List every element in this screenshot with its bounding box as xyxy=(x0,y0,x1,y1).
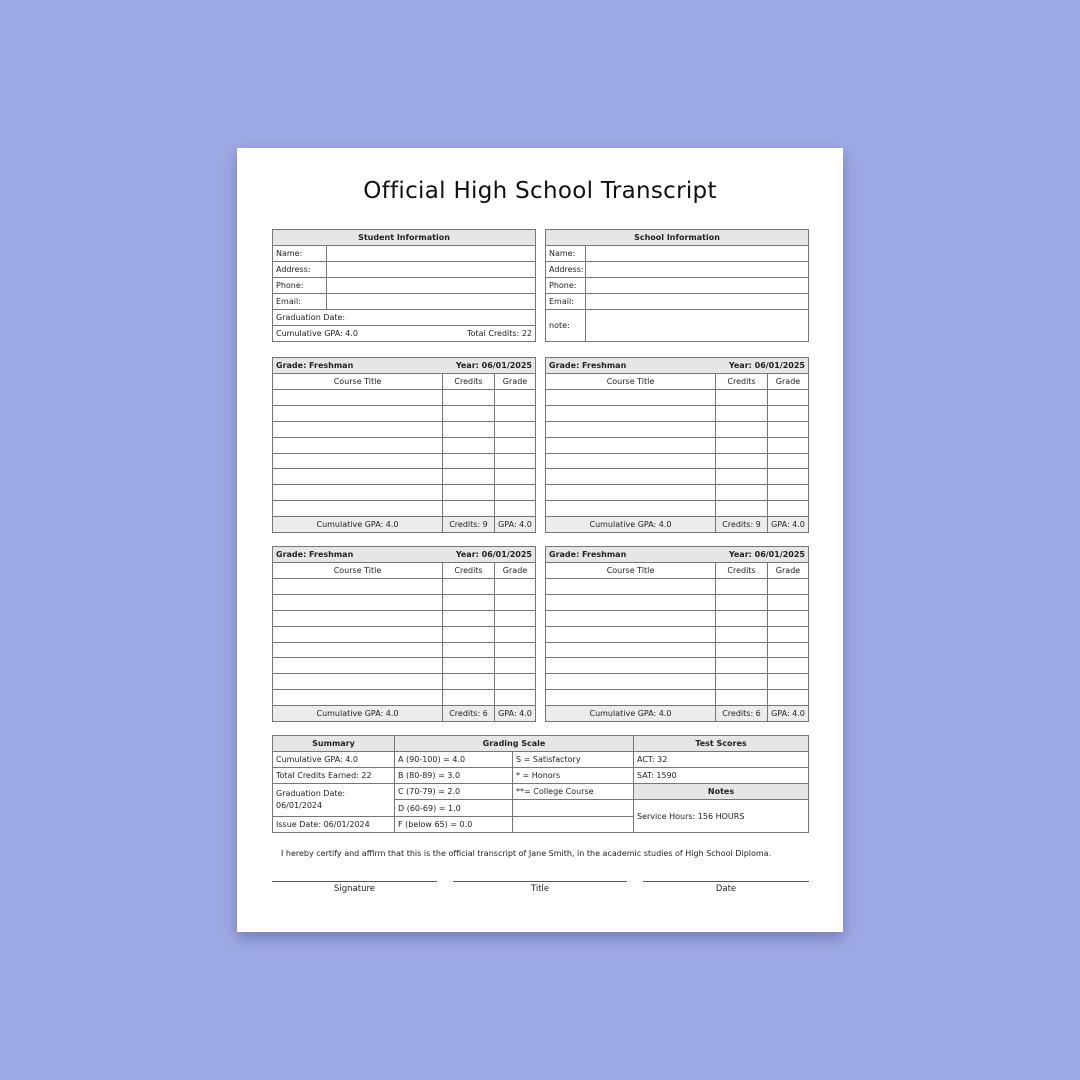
col-grade: Grade xyxy=(495,374,536,390)
course-row[interactable] xyxy=(546,453,809,469)
col-grade: Grade xyxy=(768,374,809,390)
test-scores-header: Test Scores xyxy=(634,736,809,752)
scale-d: D (60-69) = 1.0 xyxy=(395,800,513,817)
scale-c: C (70-79) = 2.0 xyxy=(395,784,513,800)
year-table-4 xyxy=(545,546,809,722)
course-row[interactable] xyxy=(273,579,536,595)
student-info-header: Student Information xyxy=(273,230,536,246)
col-course-title: Course Title xyxy=(273,563,443,579)
student-phone-field[interactable] xyxy=(327,278,536,294)
school-info-header: School Information xyxy=(546,230,809,246)
student-address-field[interactable] xyxy=(327,262,536,278)
col-course-title: Course Title xyxy=(546,563,716,579)
year-header xyxy=(546,358,809,374)
col-course-title: Course Title xyxy=(273,374,443,390)
year-gpa: GPA: 4.0 xyxy=(768,706,809,722)
page-title: Official High School Transcript xyxy=(363,178,717,204)
school-note-field[interactable] xyxy=(586,310,809,342)
course-row[interactable] xyxy=(546,690,809,706)
student-email-field[interactable] xyxy=(327,294,536,310)
course-row[interactable] xyxy=(273,485,536,501)
student-graduation-date: Graduation Date: xyxy=(273,310,536,326)
course-row[interactable] xyxy=(546,674,809,690)
student-name-field[interactable] xyxy=(327,246,536,262)
certification-statement: I hereby certify and affirm that this is the official transcript of Jane Smith, in the academic studies of High School Diploma. xyxy=(281,849,772,858)
course-row[interactable] xyxy=(273,626,536,642)
year-credits: Credits: 9 xyxy=(716,517,768,533)
year-grade-label: Grade: Freshman xyxy=(549,361,627,370)
year-cumulative-gpa: Cumulative GPA: 4.0 xyxy=(273,517,443,533)
col-credits: Credits xyxy=(443,374,495,390)
col-course-title: Course Title xyxy=(546,374,716,390)
course-row[interactable] xyxy=(546,501,809,517)
course-row[interactable] xyxy=(546,485,809,501)
scale-honors: * = Honors xyxy=(513,768,634,784)
year-grade-label: Grade: Freshman xyxy=(276,361,354,370)
school-info-table xyxy=(545,229,809,342)
year-cumulative-gpa: Cumulative GPA: 4.0 xyxy=(546,517,716,533)
course-row[interactable] xyxy=(546,642,809,658)
summary-credits: Total Credits Earned: 22 xyxy=(273,768,395,784)
school-phone-label: Phone: xyxy=(546,278,586,294)
summary-issue-date: Issue Date: 06/01/2024 xyxy=(273,817,395,833)
title-label: Title xyxy=(530,884,550,894)
year-credits: Credits: 6 xyxy=(716,706,768,722)
notes-text: Service Hours: 156 HOURS xyxy=(634,800,809,833)
col-grade: Grade xyxy=(495,563,536,579)
student-name-label: Name: xyxy=(273,246,327,262)
year-header xyxy=(273,358,536,374)
student-cumulative-gpa: Cumulative GPA: 4.0 xyxy=(276,329,359,338)
school-address-label: Address: xyxy=(546,262,586,278)
course-row[interactable] xyxy=(546,594,809,610)
course-row[interactable] xyxy=(546,610,809,626)
course-row[interactable] xyxy=(273,453,536,469)
course-row[interactable] xyxy=(546,469,809,485)
course-row[interactable] xyxy=(273,610,536,626)
school-email-label: Email: xyxy=(546,294,586,310)
summary-graduation xyxy=(273,784,395,817)
year-grade-label: Grade: Freshman xyxy=(549,550,627,559)
course-row[interactable] xyxy=(273,501,536,517)
year-table-1 xyxy=(272,357,536,533)
summary-gpa: Cumulative GPA: 4.0 xyxy=(273,752,395,768)
course-row[interactable] xyxy=(546,626,809,642)
year-date-label: Year: 06/01/2025 xyxy=(455,550,532,559)
course-row[interactable] xyxy=(273,421,536,437)
student-total-credits: Total Credits: 22 xyxy=(467,329,532,338)
school-name-label: Name: xyxy=(546,246,586,262)
course-row[interactable] xyxy=(273,658,536,674)
date-label: Date xyxy=(715,884,737,894)
scale-empty-cell xyxy=(513,800,634,817)
year-gpa: GPA: 4.0 xyxy=(495,517,536,533)
school-name-field[interactable] xyxy=(586,246,809,262)
summary-graduation-label: Graduation Date: xyxy=(276,789,346,798)
course-row[interactable] xyxy=(546,437,809,453)
course-row[interactable] xyxy=(273,690,536,706)
scale-college: **= College Course xyxy=(513,784,634,800)
col-grade: Grade xyxy=(768,563,809,579)
course-row[interactable] xyxy=(273,390,536,406)
scale-s: S = Satisfactory xyxy=(513,752,634,768)
school-phone-field[interactable] xyxy=(586,278,809,294)
course-row[interactable] xyxy=(273,469,536,485)
year-header xyxy=(273,547,536,563)
date-line[interactable] xyxy=(643,881,809,894)
summary-header: Summary xyxy=(273,736,395,752)
summary-graduation-date: 06/01/2024 xyxy=(276,801,323,810)
year-credits: Credits: 9 xyxy=(443,517,495,533)
student-info-table xyxy=(272,229,536,342)
year-cumulative-gpa: Cumulative GPA: 4.0 xyxy=(546,706,716,722)
year-cumulative-gpa: Cumulative GPA: 4.0 xyxy=(273,706,443,722)
course-row[interactable] xyxy=(546,405,809,421)
course-row[interactable] xyxy=(546,390,809,406)
col-credits: Credits xyxy=(443,563,495,579)
course-row[interactable] xyxy=(273,594,536,610)
course-row[interactable] xyxy=(546,421,809,437)
summary-table xyxy=(272,735,809,833)
course-row[interactable] xyxy=(546,658,809,674)
act-score: ACT: 32 xyxy=(634,752,809,768)
student-address-label: Address: xyxy=(273,262,327,278)
year-table-2 xyxy=(545,357,809,533)
course-row[interactable] xyxy=(273,642,536,658)
scale-f: F (below 65) = 0.0 xyxy=(395,817,513,833)
school-address-field[interactable] xyxy=(586,262,809,278)
year-date-label: Year: 06/01/2025 xyxy=(728,361,805,370)
school-email-field[interactable] xyxy=(586,294,809,310)
transcript-page xyxy=(237,148,843,932)
course-row[interactable] xyxy=(273,437,536,453)
sat-score: SAT: 1590 xyxy=(634,768,809,784)
student-gpa-credits-row xyxy=(273,326,536,342)
col-credits: Credits xyxy=(716,563,768,579)
course-row[interactable] xyxy=(273,674,536,690)
title-line[interactable] xyxy=(453,881,627,894)
student-email-label: Email: xyxy=(273,294,327,310)
year-header xyxy=(546,547,809,563)
year-gpa: GPA: 4.0 xyxy=(495,706,536,722)
course-row[interactable] xyxy=(273,405,536,421)
year-credits: Credits: 6 xyxy=(443,706,495,722)
signature-label: Signature xyxy=(333,884,375,894)
notes-header: Notes xyxy=(634,784,809,800)
scale-a: A (90-100) = 4.0 xyxy=(395,752,513,768)
scale-b: B (80-89) = 3.0 xyxy=(395,768,513,784)
course-row[interactable] xyxy=(546,579,809,595)
year-table-3 xyxy=(272,546,536,722)
year-date-label: Year: 06/01/2025 xyxy=(455,361,532,370)
year-grade-label: Grade: Freshman xyxy=(276,550,354,559)
year-date-label: Year: 06/01/2025 xyxy=(728,550,805,559)
scale-empty-cell xyxy=(513,817,634,833)
school-note-label: note: xyxy=(546,310,586,342)
student-phone-label: Phone: xyxy=(273,278,327,294)
grading-scale-header: Grading Scale xyxy=(395,736,634,752)
signature-line[interactable] xyxy=(272,881,437,894)
col-credits: Credits xyxy=(716,374,768,390)
year-gpa: GPA: 4.0 xyxy=(768,517,809,533)
